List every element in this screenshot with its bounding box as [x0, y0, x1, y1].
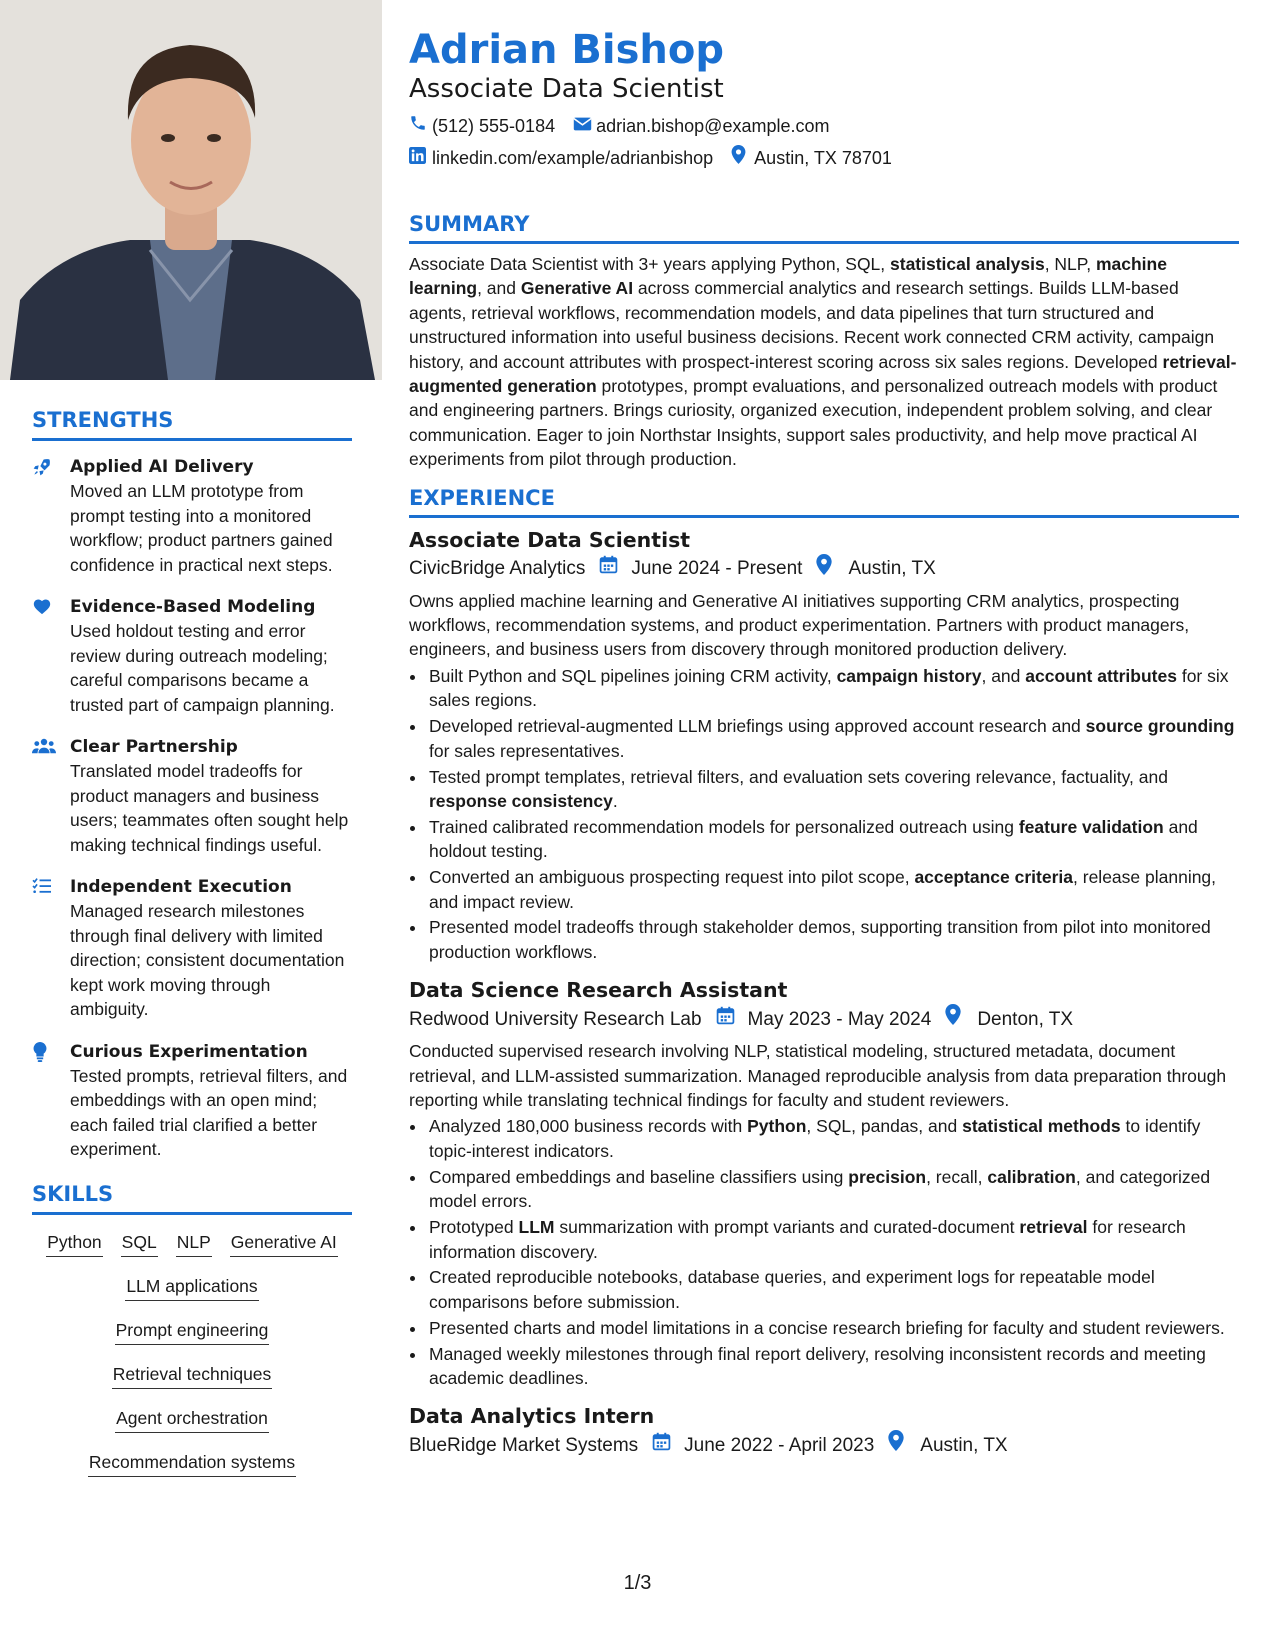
rocket-icon	[32, 455, 70, 577]
text-run: , NLP,	[1044, 254, 1096, 274]
linkedin-icon	[409, 142, 429, 174]
skill-tag: Agent orchestration	[115, 1405, 269, 1433]
skill-tag: LLM applications	[125, 1273, 258, 1301]
text-run: and holdout testing.	[429, 816, 1198, 862]
strength-title: Independent Execution	[70, 877, 292, 897]
text-run: Compared embeddings and baseline classifiers using	[429, 1166, 849, 1187]
strength-text: Translated model tradeoffs for product managers and business users; teammates often sought help making technical findings useful.	[70, 761, 349, 855]
strength-body	[70, 1040, 352, 1162]
email-address[interactable]: adrian.bishop@example.com	[596, 116, 830, 136]
bold-text: statistical methods	[962, 1116, 1121, 1137]
strength-title: Evidence-Based Modeling	[70, 597, 316, 617]
bold-text: machine learning	[409, 254, 1167, 299]
job-dates: June 2022 - April 2023	[684, 1434, 875, 1456]
experience-list	[409, 526, 1239, 1462]
location-pin-icon	[888, 1430, 910, 1461]
bullet-item	[427, 765, 1239, 814]
location-pin-icon	[945, 1004, 967, 1035]
job-entry	[409, 526, 1239, 965]
bullet-item	[427, 815, 1239, 864]
bold-text: response consistency	[429, 790, 613, 811]
job-meta	[409, 1430, 1239, 1461]
text-run: Trained calibrated recommendation models for personalized outreach using	[429, 816, 1019, 837]
text-run: .	[612, 790, 618, 811]
bold-text: statistical analysis	[890, 254, 1045, 274]
text-run: prototypes, prompt evaluations, and personalized outreach models with product and engineering partners. Brings curiosity, organized execution, independent problem solving, and clear communication. Eager to join Northstar Insights, support sales productivity, and help move practical AI experiments from pilot through production.	[409, 376, 1218, 470]
job-location: Austin, TX	[920, 1434, 1008, 1456]
calendar-icon	[716, 1005, 738, 1035]
strength-title: Curious Experimentation	[70, 1041, 308, 1062]
bold-text: LLM	[518, 1217, 555, 1238]
text-run: , and	[981, 665, 1026, 686]
text-run: , release planning, and impact review.	[429, 867, 1217, 912]
candidate-name: Adrian Bishop	[409, 27, 725, 73]
skill-row	[32, 1317, 352, 1345]
job-dates: June 2024 - Present	[631, 558, 803, 580]
bullet-item	[427, 664, 1239, 713]
strength-item	[32, 455, 352, 577]
bold-text: retrieval	[1019, 1217, 1088, 1238]
skill-tag: SQL	[121, 1229, 158, 1257]
bullet-item	[427, 1215, 1239, 1264]
bullet-item	[427, 714, 1239, 763]
text-run: , and categorized model errors.	[429, 1166, 1211, 1212]
skill-tag: Recommendation systems	[88, 1449, 296, 1477]
bold-text: feature validation	[1018, 816, 1164, 837]
strength-title: Clear Partnership	[70, 737, 238, 757]
job-bullets	[409, 664, 1239, 964]
bold-text: account attributes	[1025, 665, 1177, 686]
job-entry	[409, 1402, 1239, 1461]
strengths-heading: STRENGTHS	[32, 408, 352, 441]
left-column	[32, 408, 352, 1493]
experience-heading: EXPERIENCE	[409, 486, 1239, 518]
calendar-icon	[599, 554, 621, 584]
strength-title: Applied AI Delivery	[70, 457, 254, 477]
page-number: 1/3	[623, 1572, 652, 1594]
skill-row	[32, 1405, 352, 1433]
text-run: across commercial analytics and research settings. Builds LLM-based agents, retrieval workflows, recommendation models, and data pipelines that turn structured and unstructured information into useful business decisions. Recent work connected CRM activity, campaign history, and account attributes with prospect-interest scoring across six sales regions. Developed	[409, 278, 1215, 372]
phone-number[interactable]: (512) 555-0184	[432, 116, 556, 136]
bold-text: campaign history	[836, 665, 982, 686]
job-dates: May 2023 - May 2024	[747, 1008, 932, 1030]
strength-body	[70, 595, 352, 717]
bold-text: acceptance criteria	[914, 867, 1074, 888]
bold-text: source grounding	[1085, 716, 1235, 737]
bold-text: Python	[747, 1116, 807, 1137]
skill-row	[32, 1273, 352, 1301]
company-name: CivicBridge Analytics	[409, 558, 586, 580]
skill-row	[32, 1449, 352, 1477]
bullet-item	[427, 915, 1239, 964]
email-icon	[573, 110, 593, 142]
strength-text: Managed research milestones through final delivery with limited direction; consistent documentation kept work moving through ambiguity.	[70, 901, 345, 1019]
text-run: for six sales regions.	[429, 665, 1229, 711]
users-icon	[32, 735, 70, 857]
location-pin-icon	[816, 554, 838, 585]
heart-icon	[32, 595, 70, 717]
strength-item	[32, 1040, 352, 1162]
text-run: Presented charts and model limitations in a concise research briefing for faculty and student reviewers.	[429, 1317, 1225, 1338]
strength-item	[32, 735, 352, 857]
strength-body	[70, 455, 352, 577]
strength-body	[70, 875, 352, 1022]
bullet-item	[427, 1114, 1239, 1163]
home-location: Austin, TX 78701	[754, 148, 892, 168]
strength-text: Used holdout testing and error review during outreach modeling; careful comparisons became a trusted part of campaign planning.	[70, 621, 335, 715]
company-name: BlueRidge Market Systems	[409, 1434, 639, 1456]
linkedin-url[interactable]: linkedin.com/example/adrianbishop	[432, 148, 714, 168]
job-bullets	[409, 1114, 1239, 1390]
company-name: Redwood University Research Lab	[409, 1008, 702, 1030]
bullet-item	[427, 865, 1239, 914]
bold-text: calibration	[987, 1166, 1076, 1187]
job-meta	[409, 554, 1239, 585]
text-run: Developed retrieval-augmented LLM briefings using approved account research and	[429, 716, 1086, 737]
job-title: Data Analytics Intern	[409, 1404, 655, 1429]
lightbulb-icon	[32, 1040, 70, 1162]
skill-row	[32, 1361, 352, 1389]
skill-tag: NLP	[176, 1229, 212, 1257]
job-title: Data Science Research Assistant	[409, 978, 788, 1003]
checklist-icon	[32, 875, 70, 1022]
summary-text	[409, 252, 1239, 472]
text-run: Analyzed 180,000 business records with	[429, 1116, 748, 1137]
bullet-item	[427, 1265, 1239, 1314]
bullet-item	[427, 1342, 1239, 1391]
strength-body	[70, 735, 352, 857]
calendar-icon	[652, 1431, 674, 1461]
profile-photo	[0, 0, 382, 380]
strength-item	[32, 875, 352, 1022]
strength-text: Tested prompts, retrieval filters, and embeddings with an open mind; each failed trial clarified a better experiment.	[70, 1065, 348, 1159]
strength-text: Moved an LLM prototype from prompt testing into a monitored workflow; product partners gained confidence in practical next steps.	[70, 481, 333, 575]
text-run: , SQL, pandas, and	[806, 1116, 963, 1137]
right-column	[409, 26, 1239, 1465]
location-pin-icon	[731, 142, 751, 174]
job-entry	[409, 976, 1239, 1390]
text-run: Tested prompt templates, retrieval filters, and evaluation sets covering relevance, factuality, and	[429, 766, 1168, 787]
job-meta	[409, 1004, 1239, 1035]
bold-text: retrieval-augmented generation	[409, 351, 1237, 397]
text-run: Converted an ambiguous prospecting request into pilot scope,	[429, 867, 915, 888]
job-title: Associate Data Scientist	[409, 527, 691, 552]
bullet-item	[427, 1165, 1239, 1214]
skill-row	[32, 1229, 352, 1257]
candidate-title: Associate Data Scientist	[409, 74, 724, 104]
text-run: , recall,	[926, 1166, 988, 1187]
text-run: Prototyped	[429, 1217, 519, 1238]
summary-heading: SUMMARY	[409, 212, 1239, 244]
bullet-item	[427, 1316, 1239, 1340]
text-run: for sales representatives.	[429, 740, 625, 761]
job-description: Conducted supervised research involving NLP, statistical modeling, structured metadata, document retrieval, and LLM-assisted summarization. Managed reproducible analysis from data preparation through reporting while translating technical findings for faculty and student reviewers.	[409, 1041, 1227, 1111]
skill-tag: Prompt engineering	[115, 1317, 270, 1345]
job-location: Austin, TX	[848, 558, 936, 580]
skill-tag: Python	[46, 1229, 102, 1257]
text-run: , and	[477, 278, 521, 299]
bold-text: Generative AI	[520, 278, 634, 299]
job-description: Owns applied machine learning and Generative AI initiatives supporting CRM analytics, prospecting workflows, recommendation systems, and product experimentation. Partners with product managers, engineers, and business users from discovery through monitored production delivery.	[409, 590, 1190, 660]
text-run: Built Python and SQL pipelines joining CRM activity,	[429, 665, 837, 686]
strength-item	[32, 595, 352, 717]
text-run: for research information discovery.	[429, 1217, 1186, 1262]
skills-list	[32, 1229, 352, 1477]
skill-tag: Generative AI	[230, 1229, 338, 1257]
text-run: Managed weekly milestones through final report delivery, resolving inconsistent records and meeting academic deadlines.	[429, 1343, 1206, 1389]
text-run: Associate Data Scientist with 3+ years applying Python, SQL,	[409, 254, 891, 274]
contact-row-2	[409, 142, 1239, 174]
contact-row-1	[409, 110, 1239, 142]
text-run: Presented model tradeoffs through stakeholder demos, supporting transition from pilot into monitored production workflows.	[429, 917, 1211, 962]
text-run: summarization with prompt variants and curated-document	[554, 1217, 1020, 1238]
phone-icon	[409, 110, 429, 142]
text-run: to identify topic-interest indicators.	[429, 1116, 1201, 1161]
job-location: Denton, TX	[977, 1008, 1074, 1030]
skill-tag: Retrieval techniques	[112, 1361, 273, 1389]
strengths-list	[32, 455, 352, 1162]
text-run: Created reproducible notebooks, database queries, and experiment logs for repeatable model comparisons before submission.	[429, 1267, 1155, 1312]
skills-heading: SKILLS	[32, 1182, 352, 1215]
bold-text: precision	[848, 1166, 927, 1187]
